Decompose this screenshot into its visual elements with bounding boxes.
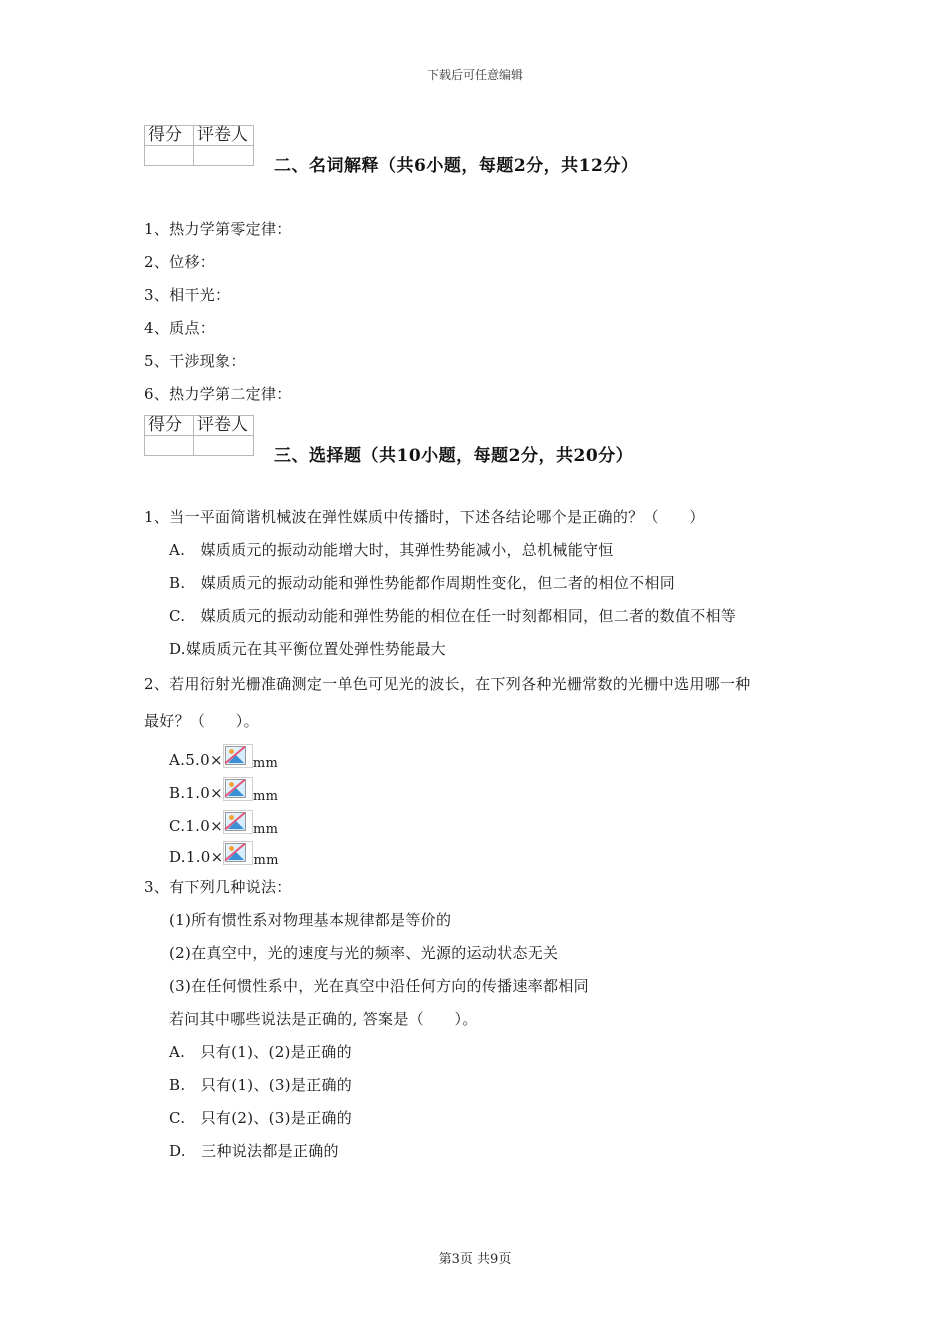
grader-cell[interactable] xyxy=(194,436,254,456)
option-label: B.1.0× xyxy=(169,784,224,802)
section-title: 三、选择题（共10小题，每题2分，共20分） xyxy=(274,446,634,466)
question-stem: 1、当一平面简谐机械波在弹性媒质中传播时，下述各结论哪个是正确的？（ ） xyxy=(144,508,705,526)
broken-image-icon xyxy=(223,744,253,768)
answer-option[interactable]: A. 只有(1)、(2)是正确的 xyxy=(169,1043,352,1061)
statement-item: (2)在真空中，光的速度与光的频率、光源的运动状态无关 xyxy=(169,944,559,962)
answer-option[interactable] xyxy=(169,777,278,804)
page-number: 第3页 共9页 xyxy=(438,1252,512,1267)
answer-option[interactable] xyxy=(169,810,278,837)
grader-cell[interactable] xyxy=(194,146,254,166)
answer-option[interactable]: C. 只有(2)、(3)是正确的 xyxy=(169,1109,353,1127)
page-header: 下载后可任意编辑 xyxy=(426,68,523,82)
unit-label: mm xyxy=(252,822,279,837)
answer-option[interactable]: D. 三种说法都是正确的 xyxy=(169,1142,339,1160)
question-item: 3、相干光： xyxy=(144,286,231,304)
score-box xyxy=(144,125,254,166)
question-stem: 2、若用衍射光栅准确测定一单色可见光的波长，在下列各种光栅常数的光栅中选用哪一种 xyxy=(144,675,751,693)
option-label: D.1.0× xyxy=(169,848,224,866)
question-item: 1、热力学第零定律： xyxy=(144,220,292,238)
broken-image-icon xyxy=(223,841,253,865)
score-label: 得分 xyxy=(145,126,194,146)
statement-item: (1)所有惯性系对物理基本规律都是等价的 xyxy=(169,911,452,929)
question-item: 6、热力学第二定律： xyxy=(144,385,292,403)
answer-option[interactable] xyxy=(169,744,278,771)
broken-image-icon xyxy=(223,810,253,834)
unit-label: mm xyxy=(253,789,279,804)
option-label: A.5.0× xyxy=(169,751,223,769)
answer-option[interactable]: D.媒质质元在其平衡位置处弹性势能最大 xyxy=(169,640,446,658)
answer-option[interactable]: C. 媒质质元的振动动能和弹性势能的相位在任一时刻都相同，但二者的数值不相等 xyxy=(169,607,737,625)
question-stem: 3、有下列几种说法： xyxy=(144,878,292,896)
statement-item: (3)在任何惯性系中，光在真空中沿任何方向的传播速率都相同 xyxy=(169,977,589,995)
section-title: 二、名词解释（共6小题，每题2分，共12分） xyxy=(274,156,639,176)
answer-option[interactable]: B. 只有(1)、(3)是正确的 xyxy=(169,1076,353,1094)
broken-image-icon xyxy=(223,777,253,801)
answer-option[interactable] xyxy=(169,841,279,868)
unit-label: mm xyxy=(253,853,279,868)
grader-label: 评卷人 xyxy=(194,416,254,436)
answer-option[interactable]: B. 媒质质元的振动动能和弹性势能都作周期性变化，但二者的相位不相同 xyxy=(169,574,675,592)
unit-label: mm xyxy=(252,756,279,771)
answer-option[interactable]: A. 媒质质元的振动动能增大时，其弹性势能减小，总机械能守恒 xyxy=(169,541,614,559)
score-cell[interactable] xyxy=(145,436,194,456)
question-stem-continued: 最好？（ ）。 xyxy=(144,712,259,730)
score-box xyxy=(144,415,254,456)
option-label: C.1.0× xyxy=(169,817,223,835)
grader-label: 评卷人 xyxy=(194,126,254,146)
score-cell[interactable] xyxy=(145,146,194,166)
question-item: 5、干涉现象： xyxy=(144,352,246,370)
question-item: 2、位移： xyxy=(144,253,216,271)
question-item: 4、质点： xyxy=(144,319,216,337)
score-label: 得分 xyxy=(145,416,194,436)
question-prompt: 若问其中哪些说法是正确的, 答案是（ ）。 xyxy=(169,1010,478,1028)
